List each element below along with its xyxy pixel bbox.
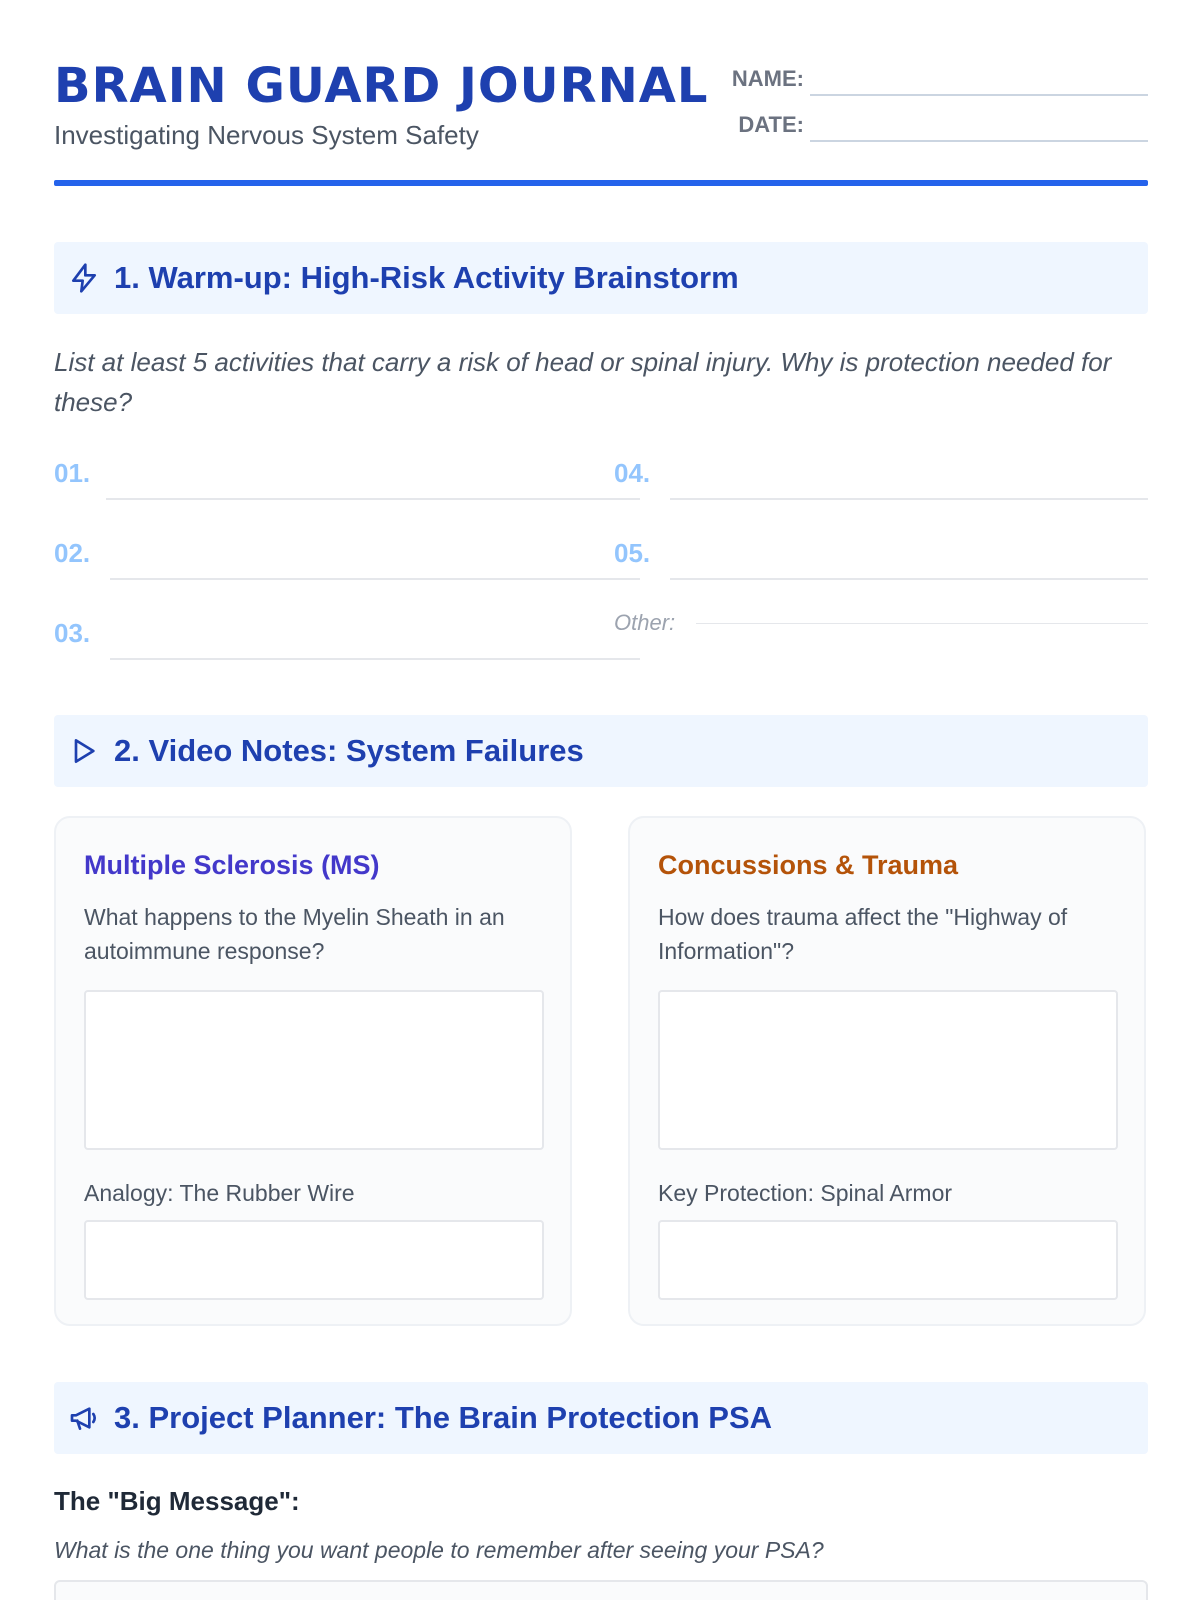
ms-card xyxy=(54,816,572,1326)
analogy-answer-box[interactable] xyxy=(84,1220,544,1300)
megaphone-icon xyxy=(68,1402,100,1434)
other-label: Other: xyxy=(614,610,676,635)
big-message-question: What is the one thing you want people to remember after seeing your PSA? xyxy=(54,1537,824,1563)
item-answer-line[interactable] xyxy=(110,658,640,660)
section-3-header xyxy=(54,1382,1148,1454)
item-answer-line[interactable] xyxy=(670,498,1148,500)
big-message-label: The "Big Message": xyxy=(54,1486,300,1516)
item-number: 04. xyxy=(614,458,651,488)
card-sub-label: Analogy: The Rubber Wire xyxy=(84,1180,355,1206)
section-2-title: 2. Video Notes: System Failures xyxy=(114,733,584,768)
card-title: Multiple Sclerosis (MS) xyxy=(84,850,380,880)
ms-answer-box[interactable] xyxy=(84,990,544,1150)
item-answer-line[interactable] xyxy=(670,578,1148,580)
item-number: 01. xyxy=(54,458,91,488)
section-1-instruction: List at least 5 activities that carry a risk of head or spinal injury. Why is protection needed for these? xyxy=(54,347,1112,417)
item-answer-line[interactable] xyxy=(106,498,640,500)
page-title: BRAIN GUARD JOURNAL xyxy=(54,58,709,114)
trauma-answer-box[interactable] xyxy=(658,990,1118,1150)
other-answer-line[interactable] xyxy=(696,623,1148,624)
item-number: 02. xyxy=(54,538,91,568)
item-answer-line[interactable] xyxy=(110,578,640,580)
protection-answer-box[interactable] xyxy=(658,1220,1118,1300)
worksheet-page xyxy=(54,0,1148,1600)
section-2-header xyxy=(54,715,1148,787)
card-question: What happens to the Myelin Sheath in an autoimmune response? xyxy=(84,904,505,964)
lightning-icon xyxy=(68,262,100,294)
section-3-title: 3. Project Planner: The Brain Protection PSA xyxy=(114,1400,773,1435)
card-question: How does trauma affect the "Highway of Information"? xyxy=(658,904,1068,964)
page-subtitle: Investigating Nervous System Safety xyxy=(54,120,479,150)
item-number: 03. xyxy=(54,618,91,648)
section-1-title: 1. Warm-up: High-Risk Activity Brainstorm xyxy=(114,260,739,295)
big-message-answer-box[interactable] xyxy=(54,1580,1148,1600)
play-icon xyxy=(68,735,100,767)
name-field[interactable] xyxy=(810,94,1148,96)
date-field[interactable] xyxy=(810,140,1148,142)
item-number: 05. xyxy=(614,538,651,568)
date-label: DATE: xyxy=(738,112,804,137)
header-divider xyxy=(54,180,1148,186)
concussion-card xyxy=(628,816,1146,1326)
section-1-header xyxy=(54,242,1148,314)
card-sub-label: Key Protection: Spinal Armor xyxy=(658,1180,953,1206)
card-title: Concussions & Trauma xyxy=(658,850,959,880)
name-label: NAME: xyxy=(731,66,804,91)
header xyxy=(54,54,1148,188)
